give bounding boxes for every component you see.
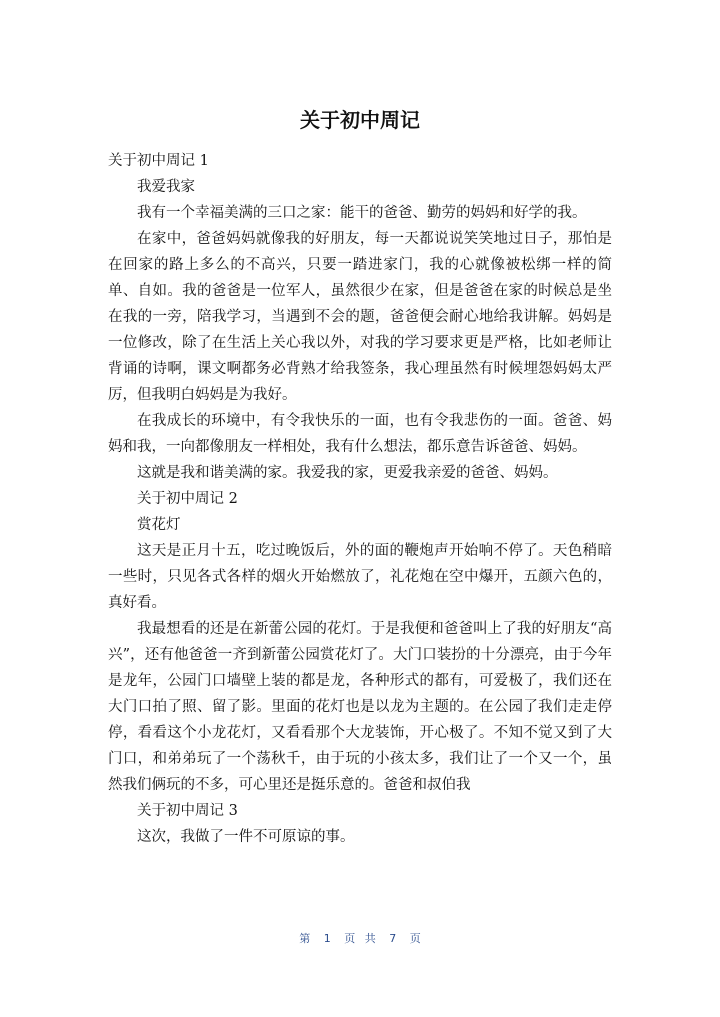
section-heading: 关于初中周记 2 bbox=[137, 491, 238, 507]
document-title: 关于初中周记 bbox=[300, 108, 420, 132]
section-heading: 关于初中周记 3 bbox=[137, 803, 238, 819]
footer-suffix: 页 bbox=[409, 932, 421, 945]
paragraph: 我最想看的还是在新蕾公园的花灯。于是我便和爸爸叫上了我的好朋友“高兴”，还有他爸爸一齐到新蕾公园赏花灯了。大门口装扮的十分漂亮，由于今年是龙年，公园门口墙壁上装的都是龙，各种形式的都有，可爱极了，我们还在大门口拍了照、留了影。里面的花灯也是以龙为主题的。在公园了我们走走停停，看看这个小龙花灯，又看看那个大龙装饰，开心极了。不知不觉又到了大门口，和弟弟玩了一个荡秋千，由于玩的小孩太多，我们让了一个又一个，虽然我们俩玩的不多，可心里还是挺乐意的。爸爸和叔伯我 bbox=[108, 621, 612, 793]
page-footer bbox=[0, 930, 720, 946]
footer-total-pages: 7 bbox=[389, 932, 397, 945]
paragraph: 这就是我和谐美满的家。我爱我的家，更爱我亲爱的爸爸、妈妈。 bbox=[137, 465, 558, 481]
footer-prefix: 第 bbox=[299, 932, 311, 945]
paragraph: 关于初中周记 1 bbox=[108, 153, 209, 169]
footer-middle: 页 共 bbox=[344, 932, 376, 945]
paragraph: 在我成长的环境中，有令我快乐的一面，也有令我悲伤的一面。爸爸、妈妈和我，一向都像朋友一样相处，我有什么想法，都乐意告诉爸爸、妈妈。 bbox=[108, 413, 612, 455]
document-body bbox=[108, 148, 612, 850]
paragraph: 在家中，爸爸妈妈就像我的好朋友，每一天都说说笑笑地过日子，那怕是在回家的路上多么的不高兴，只要一踏进家门，我的心就像被松绑一样的简单、自如。我的爸爸是一位军人，虽然很少在家，但是爸爸在家的时候总是坐在我的一旁，陪我学习，当遇到不会的题，爸爸便会耐心地给我讲解。妈妈是一位修改，除了在生活上关心我以外，对我的学习要求更是严格，比如老师让背诵的诗啊，课文啊都务必背熟才给我签条，我心理虽然有时候埋怨妈妈太严厉，但我明白妈妈是为我好。 bbox=[108, 231, 612, 403]
footer-page-number: 1 bbox=[323, 932, 331, 945]
paragraph: 我有一个幸福美满的三口之家：能干的爸爸、勤劳的妈妈和好学的我。 bbox=[137, 205, 587, 221]
paragraph: 这天是正月十五，吃过晚饭后，外的面的鞭炮声开始响不停了。天色稍暗一些时，只见各式各样的烟火开始燃放了，礼花炮在空中爆开，五颜六色的，真好看。 bbox=[108, 543, 612, 611]
paragraph: 赏花灯 bbox=[137, 517, 181, 533]
paragraph: 这次，我做了一件不可原谅的事。 bbox=[137, 829, 355, 845]
paragraph: 我爱我家 bbox=[137, 179, 195, 195]
